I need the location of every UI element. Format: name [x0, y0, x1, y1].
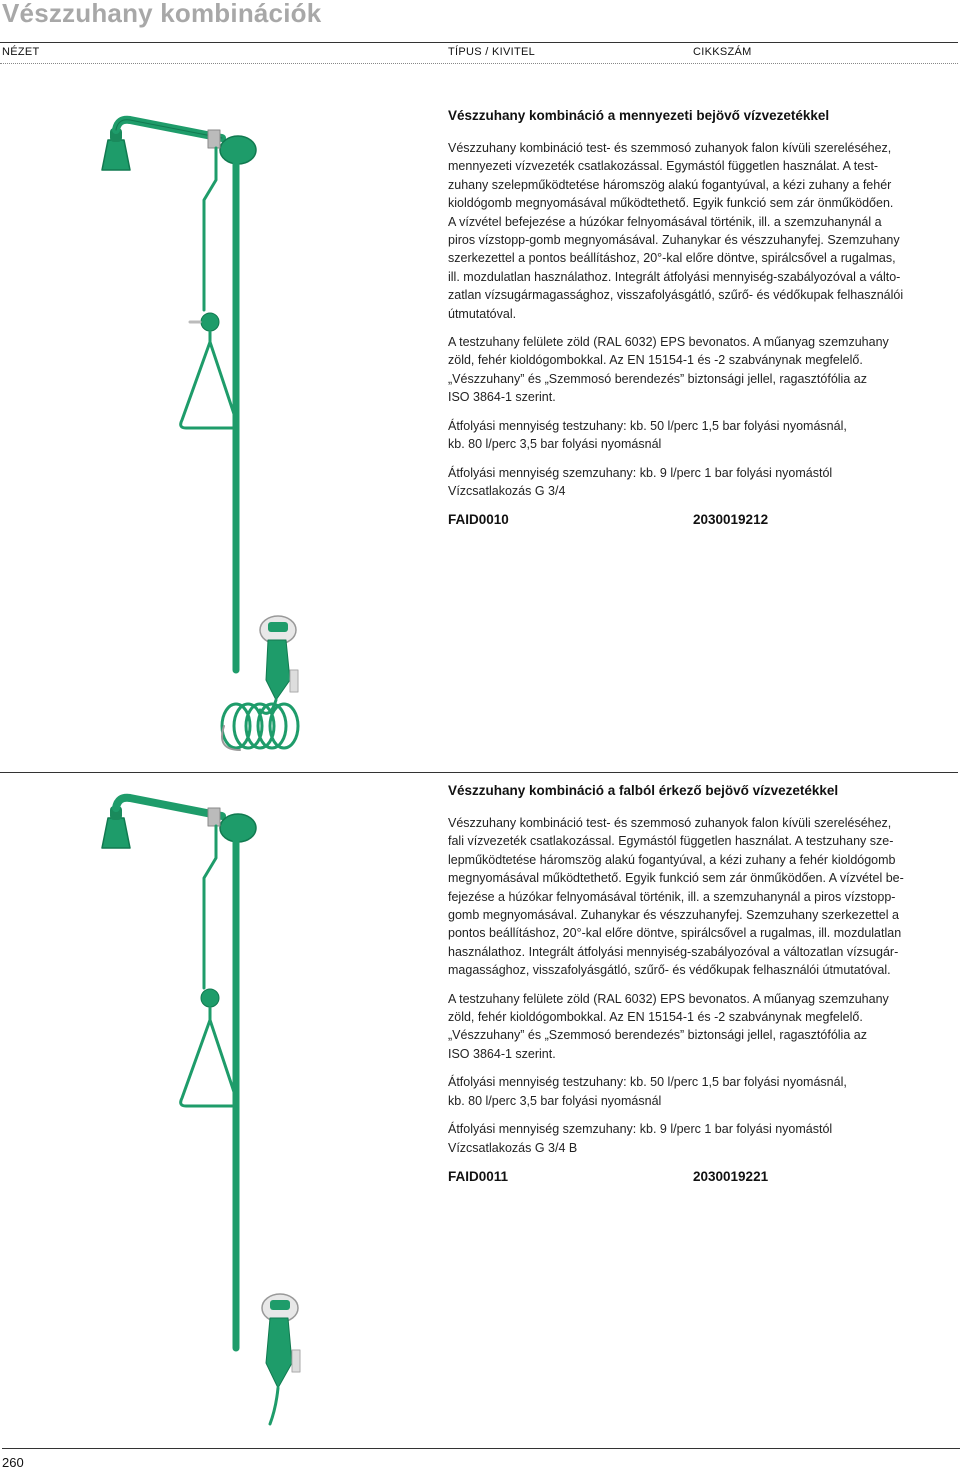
text-line: gomb megnyomásával. Zuhanykar és vészzuhanyfej. Szemzuhany szerkezettel a [448, 908, 899, 923]
text-line: Vészzuhany kombináció test- és szemmosó zuhanyok falon kívüli szereléséhez, [448, 816, 892, 830]
product-image-ceiling-shower [90, 110, 320, 760]
product-codes [448, 1169, 960, 1189]
product-flow-eye [448, 464, 960, 501]
page-number: 260 [2, 1448, 960, 1470]
product-codes [448, 512, 960, 532]
text-line: fejezése a húzókar felnyomásával történik, ill. a szemzuhanynál a piros vízstopp- [448, 889, 896, 904]
text-line: megnyomásával működtethető. Egyik funkció sem zár önműködően. A vízvétel be- [448, 871, 904, 886]
product-flow-body [448, 417, 960, 454]
column-header-type: TÍPUS / KIVITEL [448, 46, 536, 58]
text-line: pontos beállításhoz, 20°-kal előre döntve, spirálcsővel a rugalmas, ill. mozdulatlan [448, 926, 902, 941]
section-divider [0, 772, 958, 773]
product-finish [448, 990, 960, 1064]
text-line: ISO 3864-1 szerint. [448, 1046, 556, 1061]
product-heading: Vészzuhany kombináció a mennyezeti bejövő vízvezetékkel [448, 108, 830, 123]
text-line: lepműködtetése háromszög alakú fogantyúval, a kézi zuhany a fehér kioldógomb [448, 852, 896, 867]
column-header-view: NÉZET [2, 46, 40, 58]
text-line: kioldógomb megnyomásával működtethető. Egyik funkció sem zár önműködően. [448, 196, 894, 211]
product-image-wall-shower [90, 788, 320, 1438]
text-line: zöld, fehér kioldógombokkal. Az EN 15154-1 és -2 szabványnak megfelelő. [448, 353, 863, 368]
product-section-wall [448, 783, 960, 1189]
item-number: 2030019212 [693, 512, 769, 528]
product-flow-eye [448, 1120, 960, 1157]
column-header-item-number: CIKKSZÁM [693, 46, 752, 58]
text-line: zöld, fehér kioldógombokkal. Az EN 15154-1 és -2 szabványnak megfelelő. [448, 1010, 863, 1025]
text-line: használathoz. Integrált átfolyási mennyiség-szabályozóval a változatlan vízsugár- [448, 944, 899, 959]
text-line: kb. 80 l/perc 3,5 bar folyási nyomásnál [448, 437, 662, 452]
product-description [448, 814, 960, 980]
text-line: mennyezeti vízvezeték csatlakozással. Egymástól független használat. A test- [448, 159, 879, 174]
product-description [448, 139, 960, 323]
text-line: „Vészzuhany” és „Szemmosó berendezés” biztonsági jellel, ragasztófólia az [448, 371, 867, 386]
text-line: Átfolyási mennyiség szemzuhany: kb. 9 l/perc 1 bar folyási nyomástól [448, 1122, 833, 1137]
text-line: A vízvétel befejezése a húzókar felnyomásával történik, ill. a szemzuhanynál a [448, 214, 882, 229]
column-header [0, 42, 958, 64]
text-line: Átfolyási mennyiség szemzuhany: kb. 9 l/perc 1 bar folyási nyomástól [448, 465, 833, 480]
item-number: 2030019221 [693, 1168, 769, 1184]
text-line: A testzuhany felülete zöld (RAL 6032) EPS bevonatos. A műanyag szemzuhany [448, 991, 889, 1006]
text-line: Átfolyási mennyiség testzuhany: kb. 50 l/perc 1,5 bar folyási nyomásnál, [448, 418, 847, 433]
text-line: „Vészzuhany” és „Szemmosó berendezés” biztonsági jellel, ragasztófólia az [448, 1028, 867, 1043]
product-heading: Vészzuhany kombináció a falból érkező bejövő vízvezetékkel [448, 783, 839, 798]
text-line: szerkezettel a pontos beállításhoz, 20°-kal előre döntve, spirálcsővel a rugalmas, [448, 251, 896, 266]
type-code: FAID0010 [448, 512, 509, 528]
text-line: kb. 80 l/perc 3,5 bar folyási nyomásnál [448, 1093, 662, 1108]
text-line: A testzuhany felülete zöld (RAL 6032) EPS bevonatos. A műanyag szemzuhany [448, 335, 889, 350]
text-line: Vészzuhany kombináció test- és szemmosó zuhanyok falon kívüli szereléséhez, [448, 141, 892, 155]
product-section-ceiling [448, 108, 960, 532]
text-line: piros vízstopp-gomb megnyomásával. Zuhanykar és vészzuhanyfej. Szemzuhany [448, 233, 900, 248]
text-line: Vízcsatlakozás G 3/4 [448, 483, 566, 498]
text-line: útmutatóval. [448, 306, 517, 321]
text-line: magassághoz, visszafolyásgátló, szűrő- és védőkupak felhasználói útmutatóval. [448, 963, 891, 978]
text-line: zuhany szelepműködtetése háromszög alakú fogantyúval, a kézi zuhany a fehér [448, 177, 892, 192]
product-flow-body [448, 1073, 960, 1110]
text-line: fali vízvezeték csatlakozással. Egymástól független használat. A testzuhany sze- [448, 834, 894, 849]
text-line: Átfolyási mennyiség testzuhany: kb. 50 l/perc 1,5 bar folyási nyomásnál, [448, 1075, 847, 1090]
type-code: FAID0011 [448, 1168, 509, 1184]
text-line: ISO 3864-1 szerint. [448, 390, 556, 405]
text-line: zatlan vízsugármagassághoz, visszafolyásgátló, szűrő- és védőkupak felhasználói [448, 288, 904, 303]
text-line: Vízcsatlakozás G 3/4 B [448, 1140, 578, 1155]
product-finish [448, 333, 960, 407]
text-line: ill. mozdulatlan használathoz. Integrált átfolyási mennyiség-szabályozóval a válto- [448, 269, 901, 284]
page-title: Vészzuhany kombinációk [2, 0, 322, 28]
